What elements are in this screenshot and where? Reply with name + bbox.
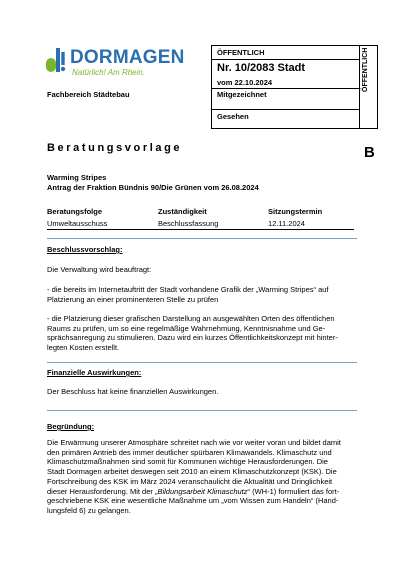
document-date: vom 22.10.2024 (217, 78, 273, 87)
text-line: legten Kosten erstellt. (47, 343, 120, 353)
text-line: - die bereits im Internetauftritt der Stadt vorhandene Grafik der „Warming Stripes“ auf (47, 285, 329, 294)
seen-label: Gesehen (217, 112, 249, 121)
status-label: ÖFFENTLICH (217, 48, 265, 57)
reasoning-text (47, 438, 357, 516)
department-label: Fachbereich Städtebau (47, 90, 130, 99)
text-line: Die Erwärmung unserer Atmosphäre schreitet nach wie vor weiter voran und bildet damit (47, 438, 341, 447)
divider (212, 109, 360, 110)
document-number: Nr. 10/2083 Stadt (217, 62, 306, 74)
text-line: sprächsanregung zu stimulieren. Dazu wird ein kurzes Öffentlichkeitskonzept mit hinter- (47, 333, 338, 343)
document-info-box (211, 45, 378, 129)
finance-heading: Finanzielle Auswirkungen: (47, 368, 142, 377)
dormagen-logo-mark-icon (44, 46, 66, 76)
divider (212, 59, 360, 60)
proposal-heading: Beschlussvorschlag: (47, 245, 123, 254)
table-header-cell: Sitzungstermin (268, 207, 323, 216)
text-line: Fortschreibung des KSK im März 2024 veranschaulicht die Aktualität und Dringlichkeit (47, 476, 333, 486)
text-line: Raums zu prüfen, um so eine regelmäßige Wahrnehmung, Kenntnisnahme und Ge- (47, 323, 326, 333)
table-header-cell: Zuständigkeit (158, 207, 207, 216)
text-line: - die Platzierung dieser grafischen Darstellung an ausgewählten Orten des öffentlichen (47, 314, 335, 323)
text-line: geschriebene KSK eine wesentliche Maßnahme um „vom Wissen zum Handeln“ (Hand- (47, 496, 339, 506)
text-segment: dieser Herausforderung. Mit der „ (47, 486, 158, 496)
table-cell: Beschlussfassung (158, 219, 219, 228)
text-line: Klimaschutzmaßnahmen sind somit für Kommunen wichtige Herausforderungen. Die (47, 457, 328, 467)
proposal-item (47, 285, 357, 304)
emphasized-term: Bildungsarbeit Klimaschutz (157, 486, 248, 496)
subject-topic: Warming Stripes (47, 173, 107, 182)
reasoning-heading: Begründung: (47, 422, 95, 431)
vertical-status-label: ÖFFENTLICH (362, 47, 369, 92)
finance-text: Der Beschluss hat keine finanziellen Auswirkungen. (47, 387, 219, 396)
category-letter: B (364, 144, 375, 161)
text-line: lungsfeld 6) zu gelangen. (47, 505, 131, 515)
section-separator (47, 362, 357, 363)
document-info-main (212, 46, 360, 128)
section-separator (47, 410, 357, 411)
text-segment: “ (WH-1) formuliert das fort- (247, 486, 340, 496)
page-title: Beratungsvorlage (47, 142, 183, 154)
proposal-item (47, 314, 357, 353)
proposal-intro: Die Verwaltung wird beauftragt: (47, 265, 152, 274)
text-line: den primären Antrieb des immer deutlicher spürbaren Klimawandels. Klimaschutz und (47, 447, 332, 457)
logo-slogan: Natürlich! Am Rhein. (72, 68, 146, 77)
text-line: Stadt Dormagen arbeitet deswegen seit 2010 an einem Klimaschutzkonzept (KSK). Die (47, 467, 337, 477)
table-divider (47, 229, 354, 230)
cosigned-label: Mitgezeichnet (217, 90, 267, 99)
table-cell: 12.11.2024 (268, 219, 305, 228)
divider (212, 88, 360, 89)
text-line (47, 487, 357, 497)
logo-wordmark: DORMAGEN (70, 47, 185, 68)
table-header-cell: Beratungsfolge (47, 207, 103, 216)
table-cell: Umweltausschuss (47, 219, 108, 228)
subject-motion: Antrag der Fraktion Bündnis 90/Die Grünen vom 26.08.2024 (47, 183, 259, 192)
text-line: Platzierung an einer prominenteren Stelle zu prüfen (47, 294, 219, 304)
section-separator (47, 238, 357, 239)
